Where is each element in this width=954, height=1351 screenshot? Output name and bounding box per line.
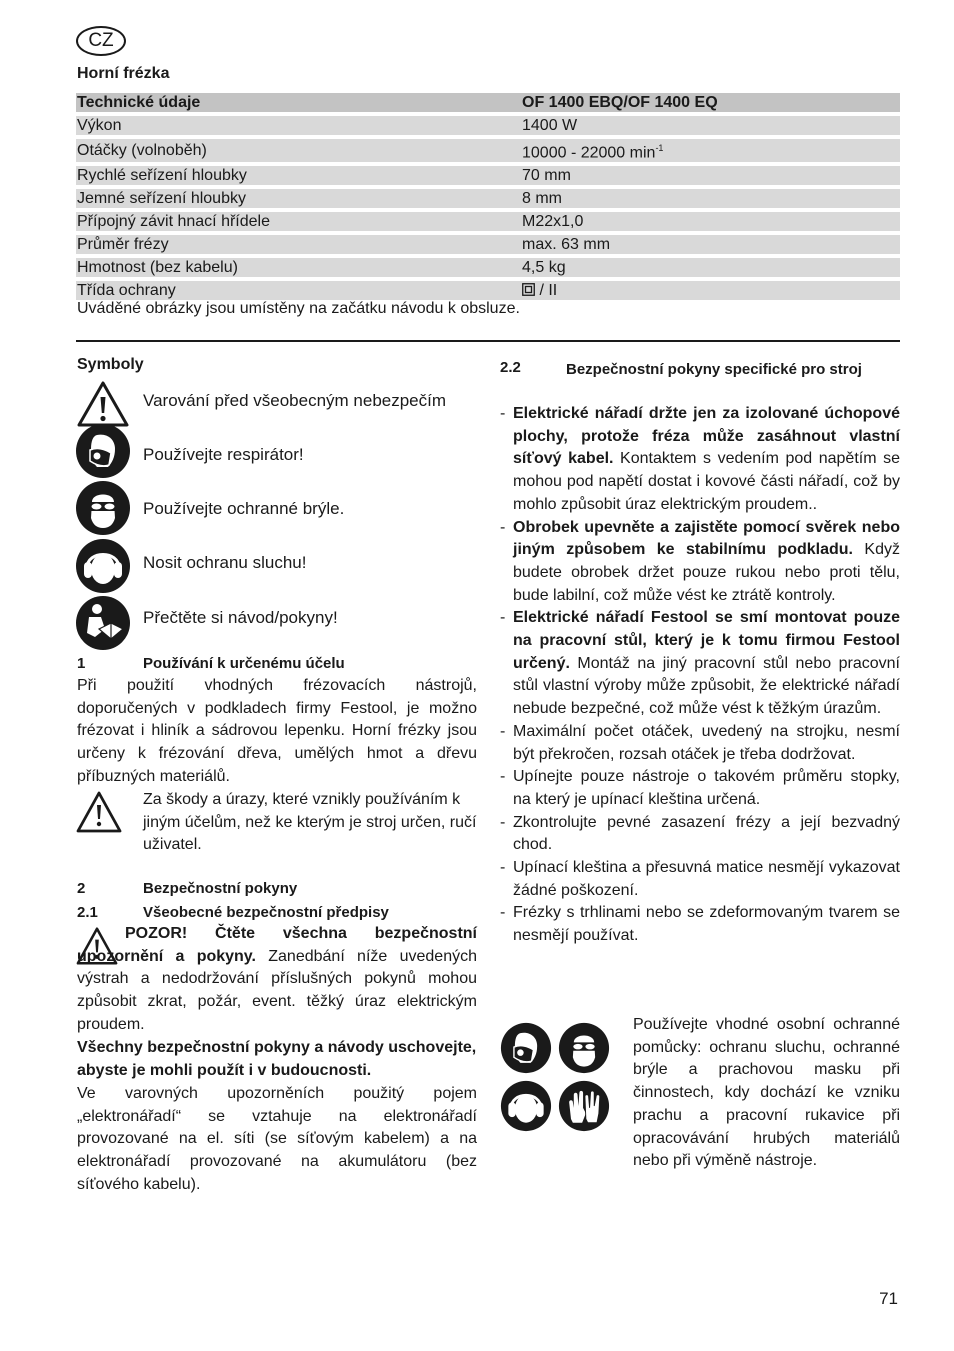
table-row [76,281,900,300]
spec-value-exponent: -1 [655,143,664,153]
symbol-label: Varování před všeobecným nebezpečím [143,391,447,410]
symbol-label: Používejte ochranné brýle. [143,499,345,518]
spec-value [521,281,900,300]
symbol-label: Přečtěte si návod/pokyny! [143,608,338,627]
warning-triangle-icon [75,790,123,834]
list-item: - Zkontrolujte pevné zasazení frézy a její bezvadný chod. [500,812,900,857]
table-row [76,166,900,185]
specific-safety-list [500,403,900,948]
ppe-text: Používejte vhodné osobní ochranné pomůcky: ochranu sluchu, ochranné brýle a prachovou masku při činnostech, kdy dochází ke vzniku prachu a pracovní rukavice při opracovávání hrubých materiálů nebo při výměně nástroje. [633,1016,900,1170]
page-number: 71 [879,1289,898,1308]
subsection-heading: Všeobecné bezpečnostní předpisy [143,904,389,921]
list-item-text: Když budete obrobek držet pouze rukou nebo proti tělu, bude labilní, což může vést ke ztrátě kontroly. [513,541,901,604]
list-item-text: Montáž na jiný pracovní stůl nebo pracovní stůl vlastní výroby může způsobit, že elektrické nářadí nebude bezpečné, což může vést k těžkým úrazům. [513,654,900,718]
symbol-label: Nosit ochranu sluchu! [143,553,307,572]
spec-value: 4,5 kg [521,258,900,277]
list-item-bold: Elektrické nářadí držte jen za izolované úchopové plochy, protože fréza může zasáhnout vlastní síťový kabel. [513,405,900,468]
spec-label: Třída ochrany [76,281,521,300]
table-row [76,212,900,231]
spec-label: Rychlé seřízení hloubky [76,166,521,185]
spec-value [521,139,900,162]
section-number: 2 [77,880,86,897]
gloves-icon [558,1080,610,1132]
keep-instructions: Všechny bezpečnostní pokyny a návody uschovejte, abyste je mohli použít i v budoucnosti. [77,1039,477,1079]
spec-value: 1400 W [521,116,900,135]
general-warning-text: Zanedbání níže uvedených výstrah a nedodržování příslušných pokynů mohou způsobit zkrat, požár, event. těžký úraz elektrickým proudem. [77,947,477,1033]
table-row [76,189,900,208]
list-item [500,607,900,721]
spec-header-label: Technické údaje [76,93,521,112]
spec-value: 70 mm [521,166,900,185]
symbols-heading: Symboly [77,356,144,373]
safety-glasses-icon [558,1022,610,1074]
warning-text: Za škody a úrazy, které vznikly používáním k jiným účelům, než ke kterým je stroj určen, ručí uživatel. [143,791,477,854]
section-heading: Bezpečnostní pokyny specifické pro stroj [566,361,862,378]
section-heading: Používání k určenému účelu [143,655,345,672]
spec-label: Průměr frézy [76,235,521,254]
section-number: 1 [77,655,86,672]
list-item-bold: Elektrické nářadí Festool se smí montovat pouze na pracovní stůl, který je k tomu firmou Festool určený. [513,609,900,672]
safety-glasses-icon [75,480,131,536]
spec-value: 8 mm [521,189,900,208]
document-title: Horní frézka [77,65,170,82]
list-item [500,517,900,608]
respirator-icon [75,423,131,479]
ear-protection-icon [500,1080,552,1132]
list-item-bold: Obrobek upevněte a zajistěte pomocí svěrek nebo jiným způsobem ke stabilnímu podkladu. [513,518,900,559]
table-row [76,116,900,135]
read-manual-icon [75,595,131,651]
list-item-text: Kontaktem s vedením pod napětím se mohou pod napětí dostat i kovové části nářadí, což by mohlo způsobit úraz elektrickým proudem.. [513,450,900,513]
spec-label: Přípojný závit hnací hřídele [76,212,521,231]
general-warning-bold: POZOR! Čtěte všechna bezpečnostní upozornění a pokyny. [77,925,477,965]
spec-header-model: OF 1400 EBQ/OF 1400 EQ [521,93,900,112]
section-body: Při použití vhodných frézovacích nástrojů, doporučených v podkladech firmy Festool, je možno frézovat i hliník a sádrovou lepenku. Horní frézky jsou určeny k frézování dřeva, umělých hmot a dřevu příbuzných materiálů. [77,677,477,785]
protection-class-icon [522,283,535,296]
spec-label: Hmotnost (bez kabelu) [76,258,521,277]
general-warning [77,923,477,1037]
list-item: - Frézky s trhlinami nebo se zdeformovaným tvarem se nesmějí používat. [500,902,900,947]
spec-value-text: 10000 - 22000 min [522,144,656,162]
spec-value: max. 63 mm [521,235,900,254]
language-badge: CZ [76,26,126,56]
table-row [76,139,900,162]
spec-value-text: / II [539,282,558,300]
spec-table-header [76,93,900,112]
list-item: - Upínejte pouze nástroje o takovém průměru stopky, na který je upínací kleština určená. [500,766,900,811]
power-tool-definition: Ve varovných upozorněních použitý pojem „elektronářadí“ se vztahuje na elektronářadí provozované na el. síti (se síťovým kabelem) a na elektronářadí provozované na akumulátoru (bez síťového kabelu). [77,1085,477,1193]
symbol-label: Používejte respirátor! [143,445,304,464]
spec-label: Otáčky (volnoběh) [76,139,521,162]
list-item [500,403,900,517]
divider [76,340,900,342]
table-row [76,258,900,277]
list-item: - Maximální počet otáček, uvedený na strojku, nesmí být překročen, rozsah otáček je třeba dodržovat. [500,721,900,766]
images-note: Uváděné obrázky jsou umístěny na začátku návodu k obsluze. [77,300,520,317]
spec-table [76,89,900,304]
list-item: - Upínací kleština a přesuvná matice nesmějí vykazovat žádné poškození. [500,857,900,902]
ear-protection-icon [75,538,131,594]
section-number: 2.2 [500,359,521,376]
respirator-icon [500,1022,552,1074]
spec-value: M22x1,0 [521,212,900,231]
spec-label: Výkon [76,116,521,135]
spec-label: Jemné seřízení hloubky [76,189,521,208]
section-heading: Bezpečnostní pokyny [143,880,298,897]
subsection-number: 2.1 [77,904,98,921]
table-row [76,235,900,254]
